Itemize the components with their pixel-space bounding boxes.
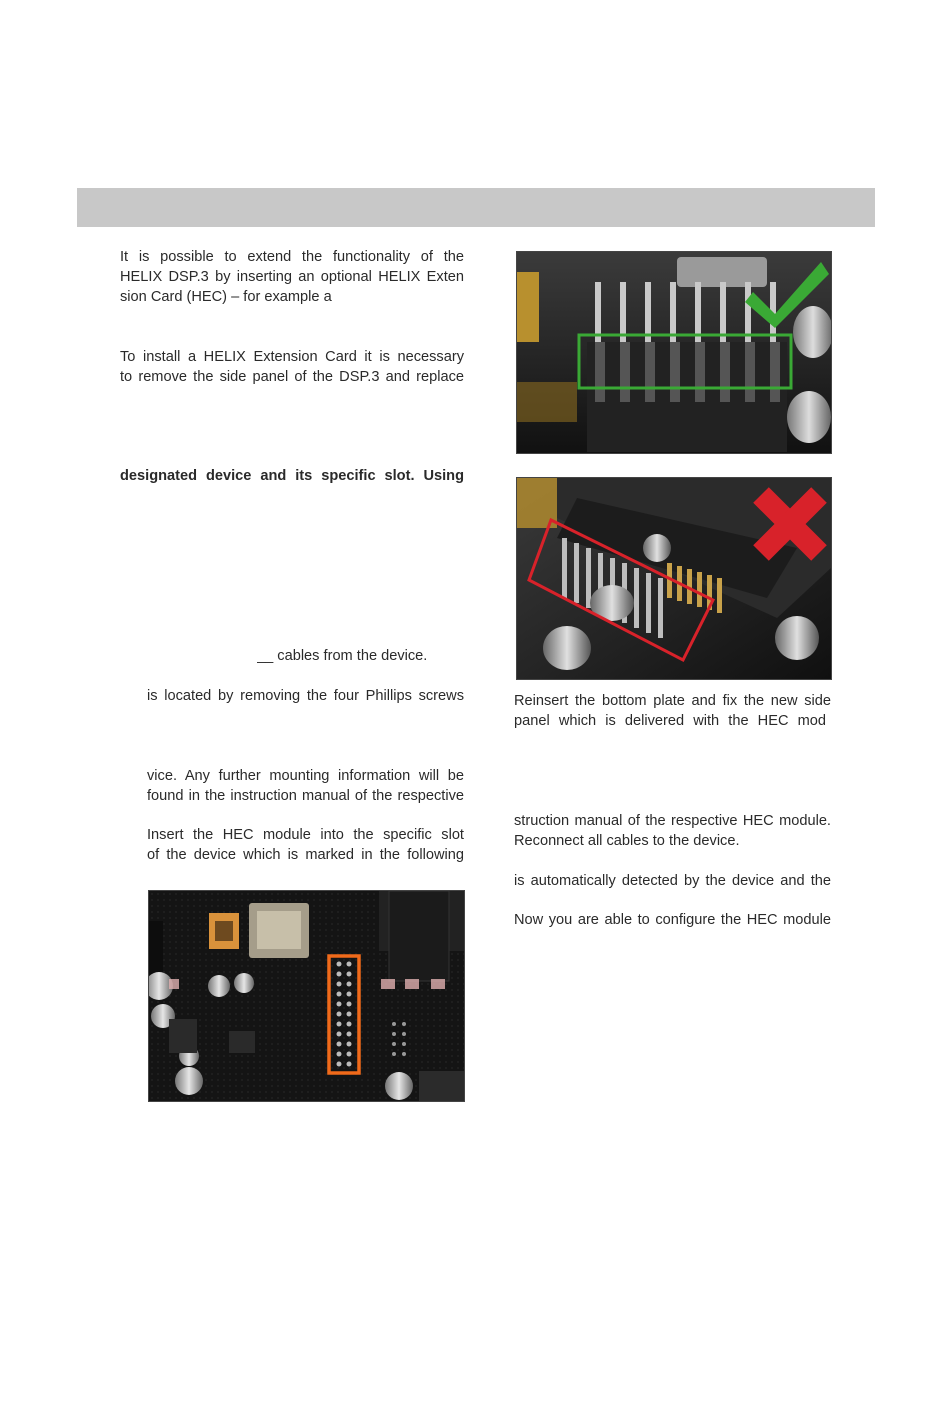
- reconnect-line: Reconnect all cables to the device.: [514, 833, 740, 849]
- insert-line1: Insert the HEC module into the specific slot: [147, 827, 464, 843]
- detected-line: is automatically detected by the device and the: [514, 873, 831, 889]
- para1-line1: It is possible to extend the functionality of the: [120, 249, 464, 265]
- para1-line2: HELIX DSP.3 by inserting an optional HELIX Exten: [120, 269, 464, 285]
- section-header-bar: [77, 188, 875, 227]
- insert-line2: of the device which is marked in the following: [147, 847, 464, 863]
- para2-line1: To install a HELIX Extension Card it is necessary: [120, 349, 464, 365]
- reinsert-line2: panel which is delivered with the HEC mod: [514, 713, 826, 729]
- reinsert-line1: Reinsert the bottom plate and fix the new side: [514, 693, 831, 709]
- wrong-installation-photo: [516, 477, 832, 680]
- screws-line: is located by removing the four Phillips screws: [147, 688, 464, 704]
- device-line2: found in the instruction manual of the respective: [147, 788, 464, 804]
- para1-line3: sion Card (HEC) – for example a: [120, 289, 332, 305]
- bold-instruction-line: designated device and its specific slot. Using: [120, 468, 464, 484]
- para2-line2: to remove the side panel of the DSP.3 and replace: [120, 369, 464, 385]
- manual-line: struction manual of the respective HEC module.: [514, 813, 831, 829]
- cables-line: __ cables from the device.: [257, 648, 428, 664]
- device-line1: vice. Any further mounting information will be: [147, 768, 464, 784]
- correct-installation-photo: [516, 251, 832, 454]
- configure-line: Now you are able to configure the HEC module: [514, 912, 831, 928]
- hec-slot-photo: [148, 890, 465, 1102]
